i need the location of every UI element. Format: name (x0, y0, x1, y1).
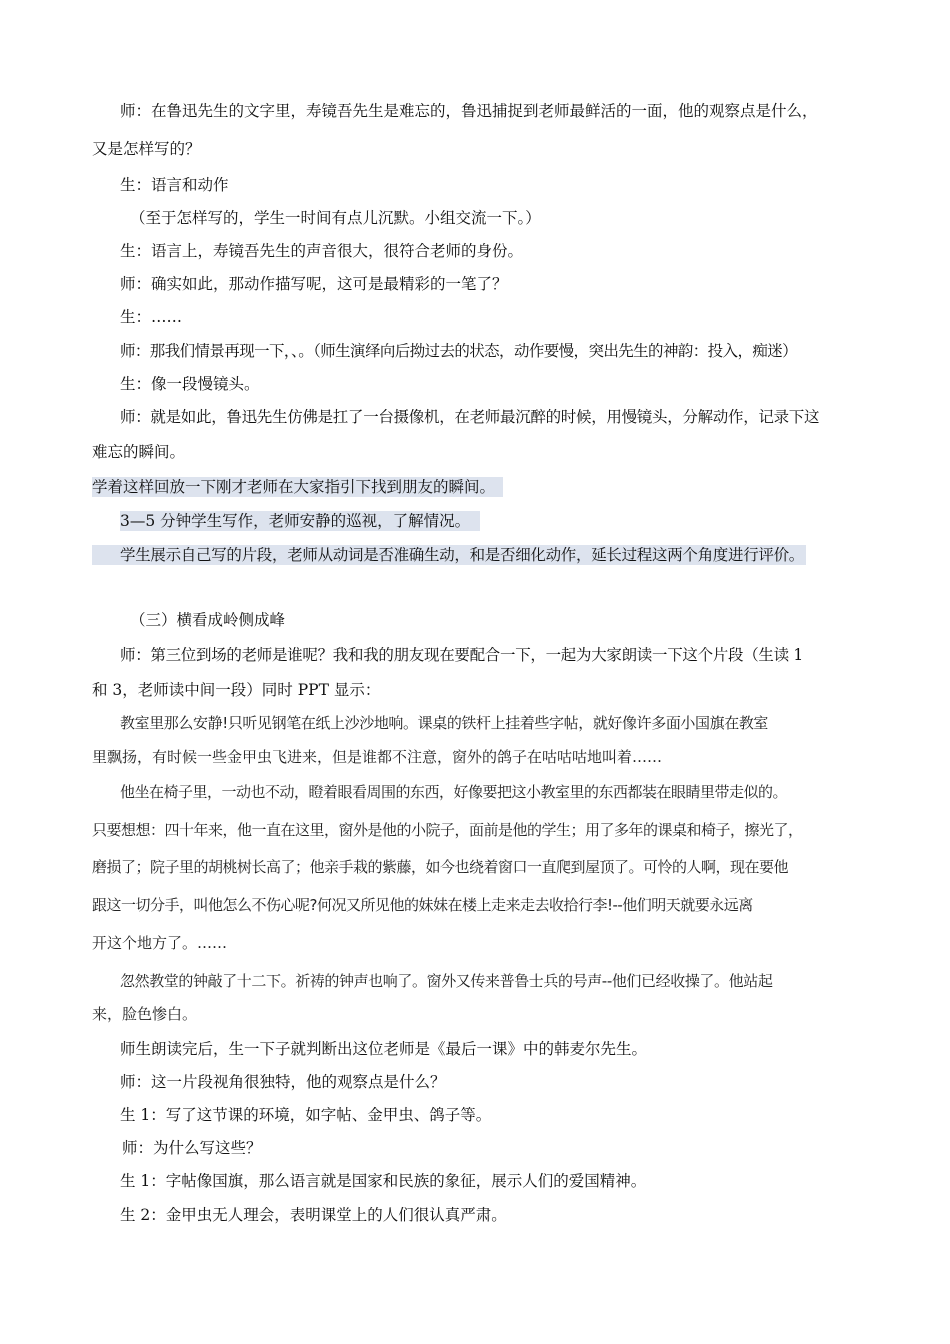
text-line: 师：在鲁迅先生的文字里，寿镜吾先生是难忘的，鲁迅捕捉到老师最鲜活的一面，他的观察点是什么， (120, 102, 818, 120)
text-line: 生 1：字帖像国旗，那么语言就是国家和民族的象征，展示人们的爱国精神。 (120, 1172, 647, 1190)
quote-line: 来，脸色惨白。 (92, 1005, 198, 1023)
text-line: 生 2：金甲虫无人理会，表明课堂上的人们很认真严肃。 (120, 1206, 507, 1224)
quote-line: 跟这一切分手，叫他怎么不伤心呢?何况又所见他的妹妹在楼上走来走去收拾行李!--他们明天就要永远离 (92, 896, 753, 914)
text-line: 师：就是如此，鲁迅先生仿佛是扛了一台摄像机，在老师最沉醉的时候，用慢镜头，分解动作，记录下这 (120, 408, 820, 426)
highlighted-line: 学着这样回放一下刚才老师在大家指引下找到朋友的瞬间。 (92, 477, 503, 497)
quote-line: 他坐在椅子里，一动也不动，瞪着眼看周围的东西，好像要把这小教室里的东西都装在眼睛里带走似的。 (120, 783, 788, 801)
quote-line: 忽然教堂的钟敲了十二下。祈祷的钟声也响了。窗外又传来普鲁士兵的号声--他们已经收操了。他站起 (120, 972, 773, 990)
quote-line: 开这个地方了。…… (92, 934, 228, 952)
text-line: 生 1：写了这节课的环境，如字帖、金甲虫、鸽子等。 (120, 1106, 492, 1124)
text-line: 难忘的瞬间。 (92, 443, 186, 461)
quote-line: 磨损了；院子里的胡桃树长高了；他亲手栽的紫藤，如今也绕着窗口一直爬到屋顶了。可怜的人啊，现在要他 (92, 858, 789, 876)
text-line: （至于怎样写的，学生一时间有点儿沉默。小组交流一下。） (130, 209, 541, 227)
text-line: 师：确实如此，那动作描写呢，这可是最精彩的一笔了？ (120, 275, 508, 293)
text-line: 又是怎样写的？ (92, 140, 201, 158)
quote-line: 教室里那么安静!只听见钢笔在纸上沙沙地响。课桌的铁杆上挂着些字帖，就好像许多面小国旗在教室 (120, 714, 769, 732)
text-line: 生：语言上，寿镜吾先生的声音很大，很符合老师的身份。 (120, 242, 524, 260)
quote-line: 里飘扬，有时候一些金甲虫飞进来，但是谁都不注意，窗外的鸽子在咕咕咕地叫着…… (92, 748, 663, 766)
section-heading: （三）横看成岭侧成峰 (130, 611, 286, 629)
text-line: 生：…… (120, 308, 183, 326)
highlighted-line: 学生展示自己写的片段，老师从动词是否准确生动，和是否细化动作，延长过程这两个角度进行评价。 (92, 545, 806, 565)
text-line: 师：那我们情景再现一下，、。（师生演绎向后拗过去的状态，动作要慢，突出先生的神韵：投入，痴迷） (120, 342, 798, 360)
text-line: 师：这一片段视角很独特，他的观察点是什么？ (120, 1073, 446, 1091)
text-line: 师：第三位到场的老师是谁呢？我和我的朋友现在要配合一下，一起为大家朗读一下这个片段（生读 1 (120, 646, 803, 664)
text-line: 生：语言和动作 (120, 176, 229, 194)
highlighted-line: 3—5 分钟学生写作，老师安静的巡视，了解情况。 (120, 511, 480, 531)
text-line: 师：为什么写这些？ (122, 1139, 262, 1157)
quote-line: 只要想想：四十年来，他一直在这里，窗外是他的小院子，面前是他的学生；用了多年的课桌和椅子，擦光了， (92, 821, 803, 839)
text-line: 师生朗读完后，生一下子就判断出这位老师是《最后一课》中的韩麦尔先生。 (120, 1040, 648, 1058)
text-line: 和 3，老师读中间一段）同时 PPT 显示： (92, 681, 381, 699)
text-line: 生：像一段慢镜头。 (120, 375, 260, 393)
